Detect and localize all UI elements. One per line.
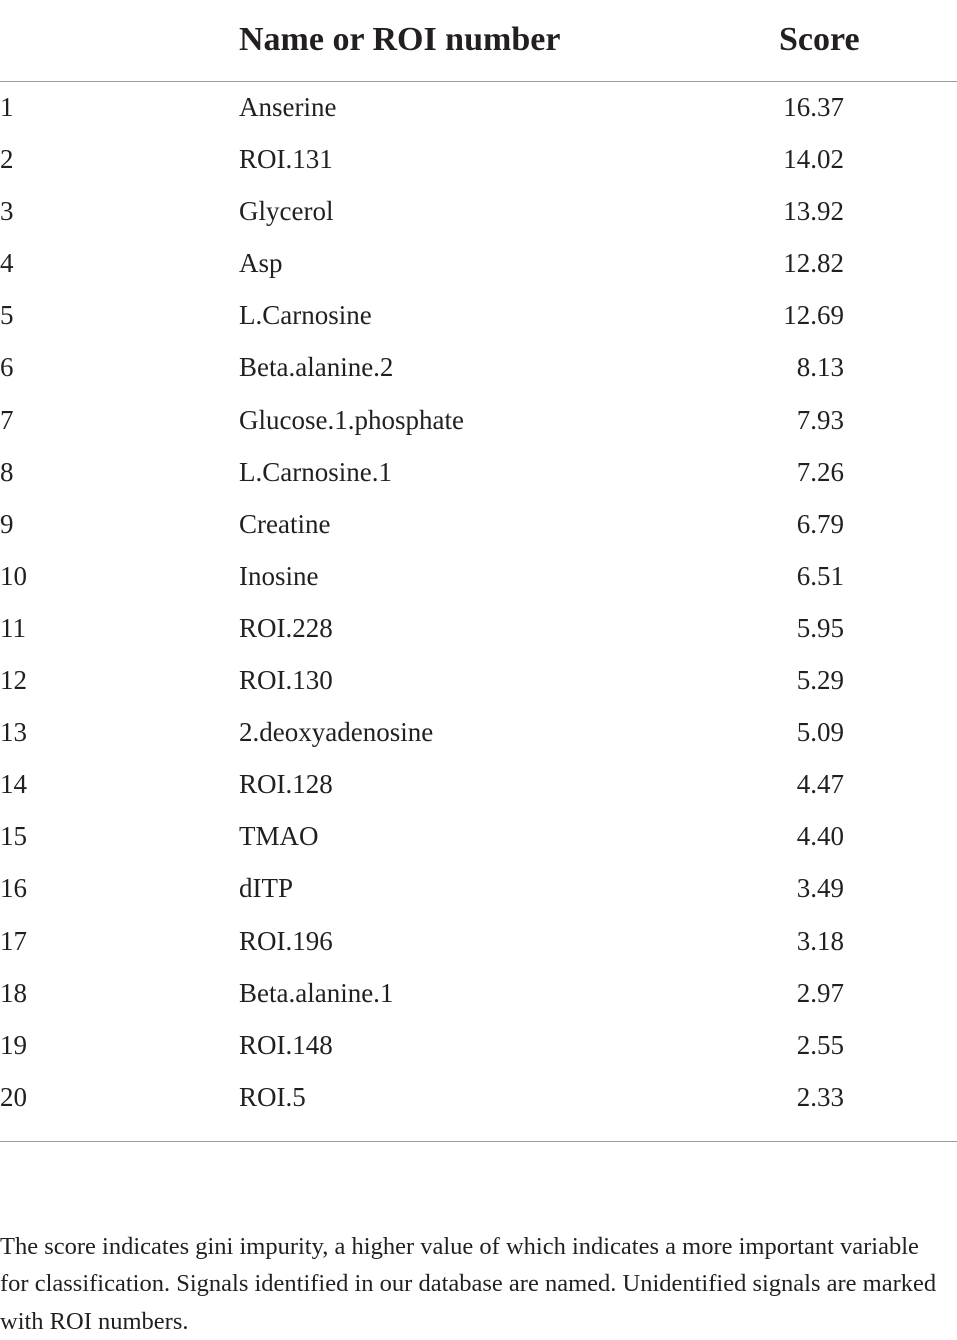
row-name: ROI.5 (239, 1079, 306, 1115)
row-name: Glucose.1.phosphate (239, 402, 464, 438)
table-header (0, 0, 957, 82)
table-row (0, 342, 957, 394)
header-score: Score (779, 18, 860, 62)
row-rank: 20 (0, 1079, 27, 1115)
row-name: Beta.alanine.2 (239, 349, 393, 385)
row-name: ROI.196 (239, 923, 333, 959)
row-score: 13.92 (783, 193, 844, 229)
table-row (0, 603, 957, 655)
table-row (0, 1072, 957, 1124)
row-score: 2.97 (797, 975, 844, 1011)
row-score: 2.33 (797, 1079, 844, 1115)
row-score: 7.93 (797, 402, 844, 438)
row-score: 5.95 (797, 610, 844, 646)
row-rank: 17 (0, 923, 27, 959)
row-name: Glycerol (239, 193, 333, 229)
row-rank: 18 (0, 975, 27, 1011)
table-row (0, 447, 957, 499)
row-score: 4.40 (797, 818, 844, 854)
row-name: ROI.128 (239, 766, 333, 802)
row-rank: 5 (0, 297, 14, 333)
table-row (0, 238, 957, 290)
row-rank: 16 (0, 870, 27, 906)
row-name: Beta.alanine.1 (239, 975, 393, 1011)
row-name: ROI.130 (239, 662, 333, 698)
row-rank: 2 (0, 141, 14, 177)
row-rank: 14 (0, 766, 27, 802)
table-row (0, 134, 957, 186)
row-rank: 12 (0, 662, 27, 698)
row-score: 3.49 (797, 870, 844, 906)
row-name: TMAO (239, 818, 319, 854)
row-name: Asp (239, 245, 283, 281)
table-row (0, 707, 957, 759)
table-row (0, 186, 957, 238)
row-score: 8.13 (797, 349, 844, 385)
row-rank: 10 (0, 558, 27, 594)
row-name: L.Carnosine.1 (239, 454, 392, 490)
header-name: Name or ROI number (239, 18, 560, 62)
row-score: 16.37 (783, 89, 844, 125)
row-name: L.Carnosine (239, 297, 372, 333)
row-name: 2.deoxyadenosine (239, 714, 433, 750)
row-score: 7.26 (797, 454, 844, 490)
row-score: 6.79 (797, 506, 844, 542)
table-row (0, 290, 957, 342)
row-score: 2.55 (797, 1027, 844, 1063)
table-row (0, 863, 957, 915)
table-bottom-rule (0, 1141, 957, 1142)
row-score: 5.09 (797, 714, 844, 750)
row-name: ROI.228 (239, 610, 333, 646)
table-row (0, 655, 957, 707)
row-rank: 9 (0, 506, 14, 542)
row-rank: 11 (0, 610, 26, 646)
table-row (0, 759, 957, 811)
row-name: Inosine (239, 558, 318, 594)
row-rank: 15 (0, 818, 27, 854)
row-rank: 13 (0, 714, 27, 750)
row-score: 4.47 (797, 766, 844, 802)
table-row (0, 395, 957, 447)
table-row (0, 811, 957, 863)
row-score: 3.18 (797, 923, 844, 959)
table-row (0, 968, 957, 1020)
table-row (0, 499, 957, 551)
row-rank: 7 (0, 402, 14, 438)
row-rank: 8 (0, 454, 14, 490)
row-score: 12.69 (783, 297, 844, 333)
table-body (0, 82, 957, 1124)
table-row (0, 551, 957, 603)
row-name: ROI.131 (239, 141, 333, 177)
row-name: Creatine (239, 506, 330, 542)
row-score: 14.02 (783, 141, 844, 177)
table-row (0, 82, 957, 134)
row-rank: 4 (0, 245, 14, 281)
table-row (0, 1020, 957, 1072)
row-name: dITP (239, 870, 293, 906)
row-rank: 6 (0, 349, 14, 385)
row-name: ROI.148 (239, 1027, 333, 1063)
row-rank: 3 (0, 193, 14, 229)
row-score: 5.29 (797, 662, 844, 698)
row-rank: 19 (0, 1027, 27, 1063)
row-score: 12.82 (783, 245, 844, 281)
row-name: Anserine (239, 89, 336, 125)
table-footnote: The score indicates gini impurity, a higher value of which indicates a more important variable for classification. Signals identified in our database are named. Unidentified signals are marked with ROI numbers. (0, 1228, 940, 1340)
table-row (0, 916, 957, 968)
row-rank: 1 (0, 89, 14, 125)
row-score: 6.51 (797, 558, 844, 594)
